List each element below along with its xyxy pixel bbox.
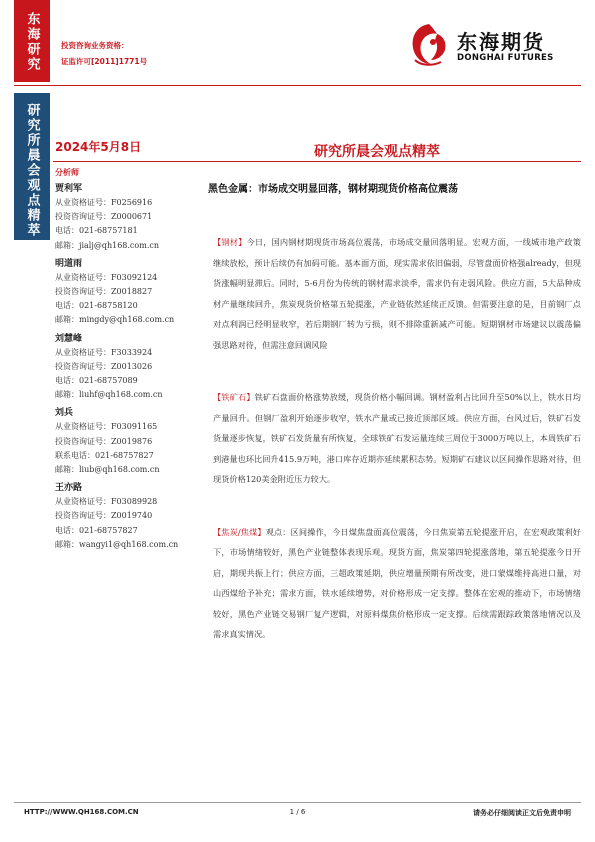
analyst-qualification: 从业资格证号：F03092124 [55,272,158,282]
analyst-name: 王亦路 [55,483,83,494]
paragraph-text: 今日，国内钢材期现货市场高位震荡，市场成交量回落明显。宏观方面，一线城市地产政策继续放松，预计后续仍有加码可能。基本面方面，现实需求依旧偏弱，尽管盘面价格强already，但现货涨幅明显滞后。同时，5-6月份为传统的钢材需求淡季，需求仍有走弱风险。供应方面，5大品种成材产量继续回升，焦炭现货价格第五轮提涨，产业链依然延续正反馈。但需要注意的是，目前钢厂点对点利润已经明显收窄，若后期钢厂转为亏损，则不排除重新减产可能。短期钢材市场建议以震荡偏强思路对待，但需注意回调风险 [213,237,581,350]
side-section-label: 研究所晨会观点精萃 [24,103,40,238]
analyst-email: 邮箱：mingdy@qh168.com.cn [55,315,175,325]
side-section-tab [14,93,50,240]
paragraph-iron-ore [213,387,581,490]
analyst-phone: 电话：021-68757181 [55,226,138,236]
certification-info [61,38,147,70]
side-tab-research [14,0,50,82]
analyst-invest-license: 投资咨询证号：Z0019876 [55,436,153,446]
report-title: 研究所晨会观点精萃 [314,144,440,160]
paragraph-tag: 【焦炭/焦煤】 [213,526,266,537]
analyst-name: 刘慧峰 [55,333,83,344]
analyst-email: 邮箱：wangyi1@qh168.com.cn [55,539,179,549]
analyst-qualification: 从业资格证号：F03091165 [55,422,158,432]
analyst-card [55,406,205,479]
analyst-qualification: 从业资格证号：F3033924 [55,347,153,357]
analyst-invest-license: 投资咨询证号：Z0019740 [55,511,153,521]
footer-disclaimer: 请务必仔细阅读正文后免责申明 [473,809,571,817]
report-date: 2024年5月8日 [55,140,142,154]
analyst-name: 贾利军 [55,184,83,194]
cert-license: 证监许可[2011]1771号 [61,57,148,66]
paragraph-coke-coal [213,522,581,645]
section-subtitle: 黑色金属：市场成交明显回落，钢材期现货价格高位震荡 [208,184,458,195]
analyst-invest-license: 投资咨询证号：Z0000671 [55,212,153,222]
analyst-heading: 分析师 [55,168,79,177]
footer-divider [14,802,581,803]
analyst-invest-license: 投资咨询证号：Z0013026 [55,361,153,371]
analyst-card [55,332,205,405]
analyst-card [55,257,205,330]
side-tab-research-label: 东海研究 [24,12,40,72]
header-divider [14,85,581,86]
footer-website-link[interactable]: HTTP://WWW.QH168.COM.CN [24,808,139,816]
analyst-card [55,481,205,554]
analyst-phone: 联系电话：021-68757827 [55,450,154,460]
analyst-email: 邮箱：liub@qh168.com.cn [55,465,160,475]
company-logo [407,20,577,74]
title-divider [53,161,581,162]
logo-chinese-text: 东海期货 [457,30,545,54]
analyst-email: 邮箱：jialj@qh168.com.cn [55,240,159,250]
cert-qualification: 投资咨询业务资格： [61,41,129,50]
analyst-qualification: 从业资格证号：F0256916 [55,198,153,207]
analyst-card [55,182,205,255]
paragraph-text: 铁矿石盘面价格涨势放缓，现货价格小幅回调。钢材盈利占比回升至50%以上，铁水日均产量回升。但钢厂盈利开始逐步收窄，铁水产量或已接近顶部区域。供应方面，台风过后，铁矿石发货量逐步恢复，铁矿石发货量有所恢复，全球铁矿石发运量连续三周位于3000万吨以上，本周铁矿石到港量也环比回升415.9万吨，港口库存近期亦延续累积态势。短期矿石建议以区间操作思路对待，但现货价格120美金附近压力较大。 [213,392,581,484]
paragraph-steel [213,232,581,355]
analyst-email: 邮箱：liuhf@qh168.com.cn [55,390,163,400]
analyst-phone: 电话：021-68757089 [55,376,138,386]
paragraph-tag: 【铁矿石】 [213,392,255,402]
footer-page-number: 1 / 6 [289,808,306,816]
paragraph-text: 观点：区间操作，今日煤焦盘面高位震荡，今日焦炭第五轮提涨开启，在宏观政策利好下，市场情绪较好，黑色产业链整体表现乐观。现货方面，焦炭第四轮提涨落地，第五轮提涨今日开启，期现共振上行；供应方面，三超政策延期，供应增量预期有所改变，进口蒙煤维持高进口量，对山西煤给予补充；需求方面，铁水延续增势，对价格形成一定支撑。整体在宏观的推动下，市场情绪较好，黑色产业链交易钢厂复产逻辑，对原料煤焦价格形成一定支撑。后续需跟踪政策落地情况以及需求真实情况。 [213,526,581,639]
analyst-phone: 电话：021-68757827 [55,525,138,535]
paragraph-tag: 【钢材】 [213,237,247,247]
logo-english-text: DONGHAI FUTURES [457,53,554,63]
analyst-name: 明道雨 [55,258,83,269]
report-body [213,232,581,677]
analyst-name: 刘兵 [55,408,74,419]
analyst-phone: 电话：021-68758120 [55,301,138,311]
analyst-invest-license: 投资咨询证号：Z0018827 [55,287,153,297]
analyst-list [55,182,205,556]
analyst-qualification: 从业资格证号：F03089928 [55,497,158,507]
dragon-logo-icon [407,20,451,68]
